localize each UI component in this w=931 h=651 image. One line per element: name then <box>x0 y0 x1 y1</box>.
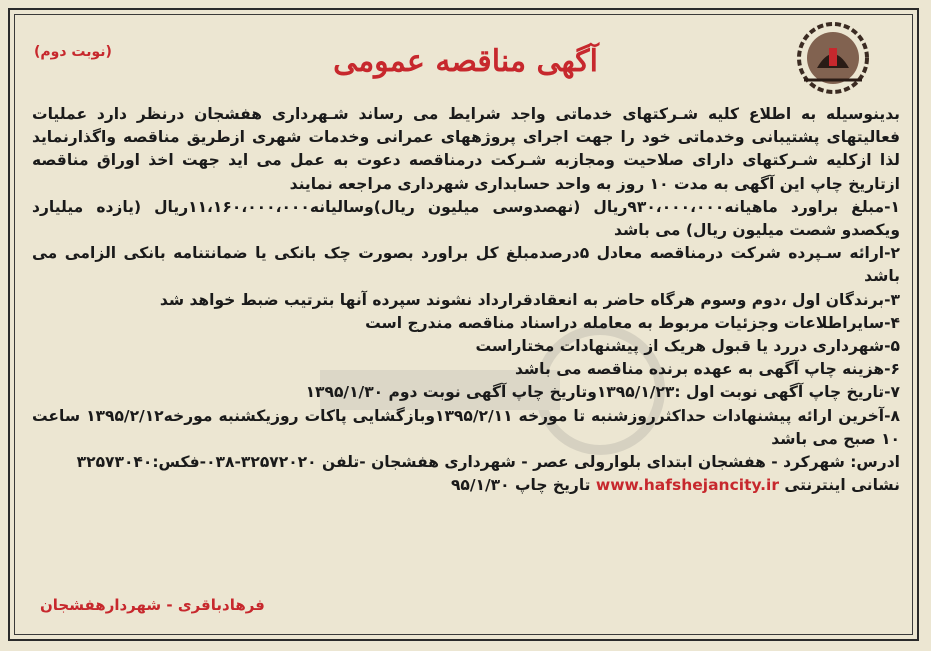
ad-title: آگهی مناقصه عمومی <box>333 44 598 79</box>
condition-item-7: ۷-تاریخ چاپ آگهی نوبت اول :۱۳۹۵/۱/۲۳وتاریخ چاپ آگهی نوبت دوم ۱۳۹۵/۱/۳۰ <box>305 383 900 402</box>
issue-badge: (نوبت دوم) <box>34 44 112 60</box>
website-line <box>32 474 900 497</box>
ad-body <box>32 103 900 497</box>
condition-item-8: ۸-آخرین ارائه پیشنهادات حداکثرروزشنبه تا مورخه ۱۳۹۵/۲/۱۱وبازگشایی پاکات روزیکشنبه مورخه۱۳۹۵/۲/۱۲ ساعت ۱۰ صبح می باشد <box>32 406 900 448</box>
condition-item-1: ۱-مبلغ براورد ماهیانه۹۳۰،۰۰۰،۰۰۰ریال (نهصدوسی میلیون ریال)وسالیانه۱۱،۱۶۰،۰۰۰،۰۰۰ریال (یازده میلیارد ویکصدو شصت میلیون ریال) می باشد <box>32 197 900 240</box>
condition-item-3: ۳-برندگان اول ،دوم وسوم هرگاه حاضر به انعقادقرارداد نشوند سپرده آنها بترتیب ضبط خواهد شد <box>159 290 900 309</box>
condition-item-5: ۵-شهرداری دررد یا قبول هریک از پیشنهادات مختاراست <box>475 337 900 356</box>
website-prefix: نشانی اینترنتی <box>784 476 900 495</box>
mayor-signature: فرهادباقری - شهردارهفشجان <box>40 596 265 614</box>
condition-item-2: ۲-ارائه سـپرده شرکت درمناقصه معادل ۵درصدمبلغ کل براورد بصورت چک بانکی یا ضمانتنامه بانکی الزامی می باشد <box>32 244 900 286</box>
address-line: ادرس: شهرکرد - هفشجان ابتدای بلوارولی عصر - شهرداری هفشجان -تلفن ۳۲۵۷۲۰۲۰-۰۳۸-فکس:۳۲۵۷۳۰۴۰ <box>76 453 900 472</box>
municipality-emblem-icon <box>790 18 876 96</box>
website-link[interactable]: www.hafshejancity.ir <box>595 476 780 495</box>
condition-item-6: ۶-هزینه چاپ آگهی به عهده برنده مناقصه می باشد <box>514 360 900 379</box>
intro-paragraph: بدینوسیله به اطلاع کلیه شـرکتهای خدماتی واجد شرایط می رساند شـهرداری هفشجان درنظر دارد عملیات فعالیتهای پشتیبانی وخدماتی خود را جهت اجرای پروژههای عمرانی وخدمات شهری ازطریق مناقصه واگذارنماید لذا ازکلیه شـرکتهای دارای صلاحیت ومجازبه شـرکت درمناقصه دعوت به عمل می اید جهت اخذ اوراق مناقصه ازتاریخ چاپ این آگهی به مدت ۱۰ روز به واحد حسابداری شهرداری مراجعه نمایند <box>32 105 900 193</box>
condition-item-4: ۴-سایراطلاعات وجزئیات مربوط به معامله دراسناد مناقصه مندرج است <box>365 313 900 332</box>
print-date: تاریخ چاپ ۹۵/۱/۳۰ <box>450 476 591 495</box>
